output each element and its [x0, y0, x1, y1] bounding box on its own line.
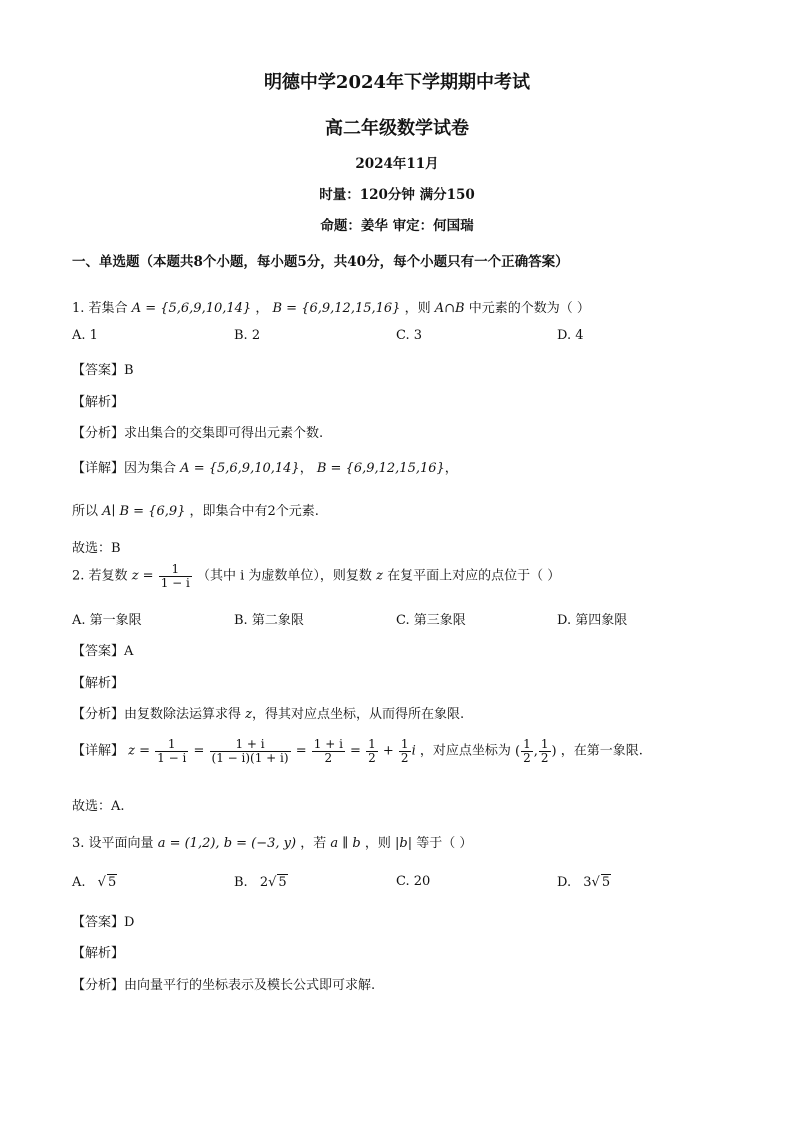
q2-point: ( $\frac{1}{2}$ , $\frac{1}{2}$ ): [515, 737, 557, 765]
q2-f4-den: 2: [368, 750, 376, 765]
q3-vector-a: a = (1,2),: [157, 836, 220, 851]
q1-option-b: B. 2: [234, 328, 261, 343]
q1-line2-a: 所以: [72, 504, 99, 519]
q2-p2-num: 1: [540, 737, 549, 751]
q2-answer: 【答案】A: [72, 644, 134, 659]
q2-fraction: [159, 563, 192, 589]
q2-f2-num: 1 + i: [210, 738, 291, 752]
q1-rest2: 中元素的个数为（ ）: [468, 301, 590, 316]
q3-option-d: D. 3√ 5: [557, 875, 611, 890]
q2-plus: +: [382, 743, 394, 759]
q3-option-b-value: 5: [278, 875, 287, 890]
exam-title: 明德中学2024年下学期期中考试: [263, 72, 531, 93]
q2-detail: [72, 738, 643, 764]
q2-f2-den: (1 − i)(1 + i): [211, 750, 289, 765]
q2-eq3: =: [350, 743, 361, 759]
q1-detail-tag: 【详解】: [72, 461, 125, 476]
q2-choose: 故选：A.: [72, 799, 125, 814]
q2-f3-num: 1 + i: [313, 737, 343, 751]
q3-answer: 【答案】D: [72, 915, 135, 930]
q1-jiexi: 【解析】: [72, 395, 125, 410]
q2-rest2: 在复平面上对应的点位于（ ）: [387, 568, 561, 584]
q1-detail-text: 因为集合: [124, 461, 177, 476]
q1-set-b: B = {6,9,12,15,16}: [272, 301, 401, 316]
q3-option-c: C. 20: [396, 874, 431, 889]
q3-prefix: 3. 设平面向量: [72, 836, 154, 851]
q3-rest1: ，若: [300, 836, 327, 851]
q3-parallel: a ∥ b: [330, 836, 361, 851]
q1-analysis-text: 求出集合的交集即可得出元素个数.: [124, 426, 324, 441]
q2-p1-den: 2: [523, 750, 531, 765]
q3-option-d-value: 5: [601, 875, 611, 890]
question-2: [72, 563, 560, 589]
q2-f4-num: 1: [368, 737, 376, 751]
q2-jiexi: 【解析】: [72, 676, 125, 691]
q2-zeq: z =: [131, 568, 154, 584]
q2-tail2: ，在第一象限.: [560, 743, 643, 759]
q2-detail-frac4: [366, 738, 378, 764]
q1-line2-b: ，即集合中有2个元素.: [189, 504, 319, 519]
q3-option-a: A. √ 5: [72, 875, 117, 890]
q1-detail: [72, 457, 458, 476]
q2-i: i: [411, 743, 416, 759]
q1-line2-math: A∣ B = {6,9}: [102, 504, 186, 519]
q1-detail-line2: [72, 500, 319, 519]
q1-intersection: A∩B: [434, 301, 465, 316]
q3-option-a-value: 5: [107, 875, 117, 890]
q2-f1-den: 1 − i: [157, 750, 187, 765]
q2-detail-z: z =: [128, 743, 151, 759]
q2-frac-num: 1: [159, 563, 192, 577]
q3-option-b-label: B.: [234, 875, 248, 890]
q1-rest1: ，则: [404, 301, 431, 316]
q2-prefix: 2. 若复数: [72, 568, 128, 584]
q2-detail-tag: 【详解】: [72, 743, 125, 759]
q2-analysis-z: z: [245, 707, 253, 722]
q1-detail-end: ，: [444, 461, 458, 476]
q3-analysis: [72, 974, 375, 993]
q3-option-b-coef: 2: [259, 875, 269, 890]
q2-f3-den: 2: [324, 750, 333, 765]
q1-detail-set-a: A = {5,6,9,10,14}: [180, 461, 300, 476]
q2-option-d: D. 第四象限: [557, 613, 628, 628]
q3-rest3: 等于（ ）: [416, 836, 473, 851]
q3-analysis-tag: 【分析】: [72, 978, 125, 993]
q3-option-a-label: A.: [72, 875, 86, 890]
exam-duration: 时量：120分钟 满分150: [319, 187, 475, 203]
q1-analysis: [72, 422, 323, 441]
q2-f5-num: 1: [400, 737, 409, 751]
q2-frac-den: 1 − i: [160, 575, 190, 590]
q1-prefix: 1. 若集合: [72, 301, 128, 316]
question-1: [72, 297, 590, 316]
q2-analysis-text1: 由复数除法运算求得: [124, 707, 242, 722]
q2-option-c: C. 第三象限: [396, 613, 466, 628]
q3-option-d-coef: 3: [583, 875, 592, 890]
q3-option-b: B. 2√ 5: [234, 875, 287, 890]
q3-analysis-text: 由向量平行的坐标表示及模长公式即可求解.: [124, 978, 376, 993]
q1-set-a: A = {5,6,9,10,14}: [131, 301, 252, 316]
q1-detail-set-b: B = {6,9,12,15,16}: [316, 461, 445, 476]
q2-detail-frac5: [399, 738, 411, 764]
q2-eq2: =: [295, 743, 307, 759]
q1-choose: 故选：B: [72, 541, 121, 556]
q3-option-d-label: D.: [557, 875, 572, 890]
q2-rest: （其中 i 为虚数单位），则复数: [197, 568, 372, 584]
q1-analysis-tag: 【分析】: [72, 426, 125, 441]
q3-jiexi: 【解析】: [72, 946, 125, 961]
q1-option-d: D. 4: [557, 328, 584, 343]
q2-option-b: B. 第二象限: [234, 613, 304, 628]
q3-rest2: ，则: [364, 836, 391, 851]
question-3: [72, 832, 472, 851]
q2-detail-frac2: [210, 738, 291, 764]
q2-analysis-text2: ，得其对应点坐标，从而得所在象限.: [252, 707, 465, 722]
q2-detail-frac3: [312, 738, 345, 764]
section-heading: 一、单选题（本题共8个小题，每小题5分，共40分，每个小题只有一个正确答案）: [72, 254, 569, 270]
q3-abs-b: |b|: [395, 836, 413, 851]
exam-subtitle: 高二年级数学试卷: [325, 118, 469, 139]
q1-detail-sep: ，: [299, 461, 313, 476]
q1-option-a: A. 1: [72, 328, 98, 343]
q2-z: z: [376, 568, 383, 584]
q2-f5-den: 2: [400, 750, 409, 765]
q2-option-a: A. 第一象限: [72, 613, 142, 628]
q2-eq1: =: [193, 743, 205, 759]
q2-analysis: [72, 703, 464, 722]
q1-answer: 【答案】B: [72, 363, 134, 378]
q3-vector-b: b = (−3, y): [223, 836, 297, 851]
q2-detail-frac1: [155, 738, 188, 764]
q2-f1-num: 1: [155, 738, 188, 752]
exam-authors: 命题：姜华 审定：何国瑞: [320, 218, 474, 234]
q1-option-c: C. 3: [396, 328, 423, 343]
q2-tail1: ，对应点坐标为: [419, 743, 511, 759]
q2-p2-den: 2: [540, 750, 549, 765]
exam-date: 2024年11月: [355, 156, 439, 172]
q2-p1-num: 1: [523, 737, 531, 751]
q1-comma: ，: [255, 301, 269, 316]
q2-analysis-tag: 【分析】: [72, 707, 125, 722]
